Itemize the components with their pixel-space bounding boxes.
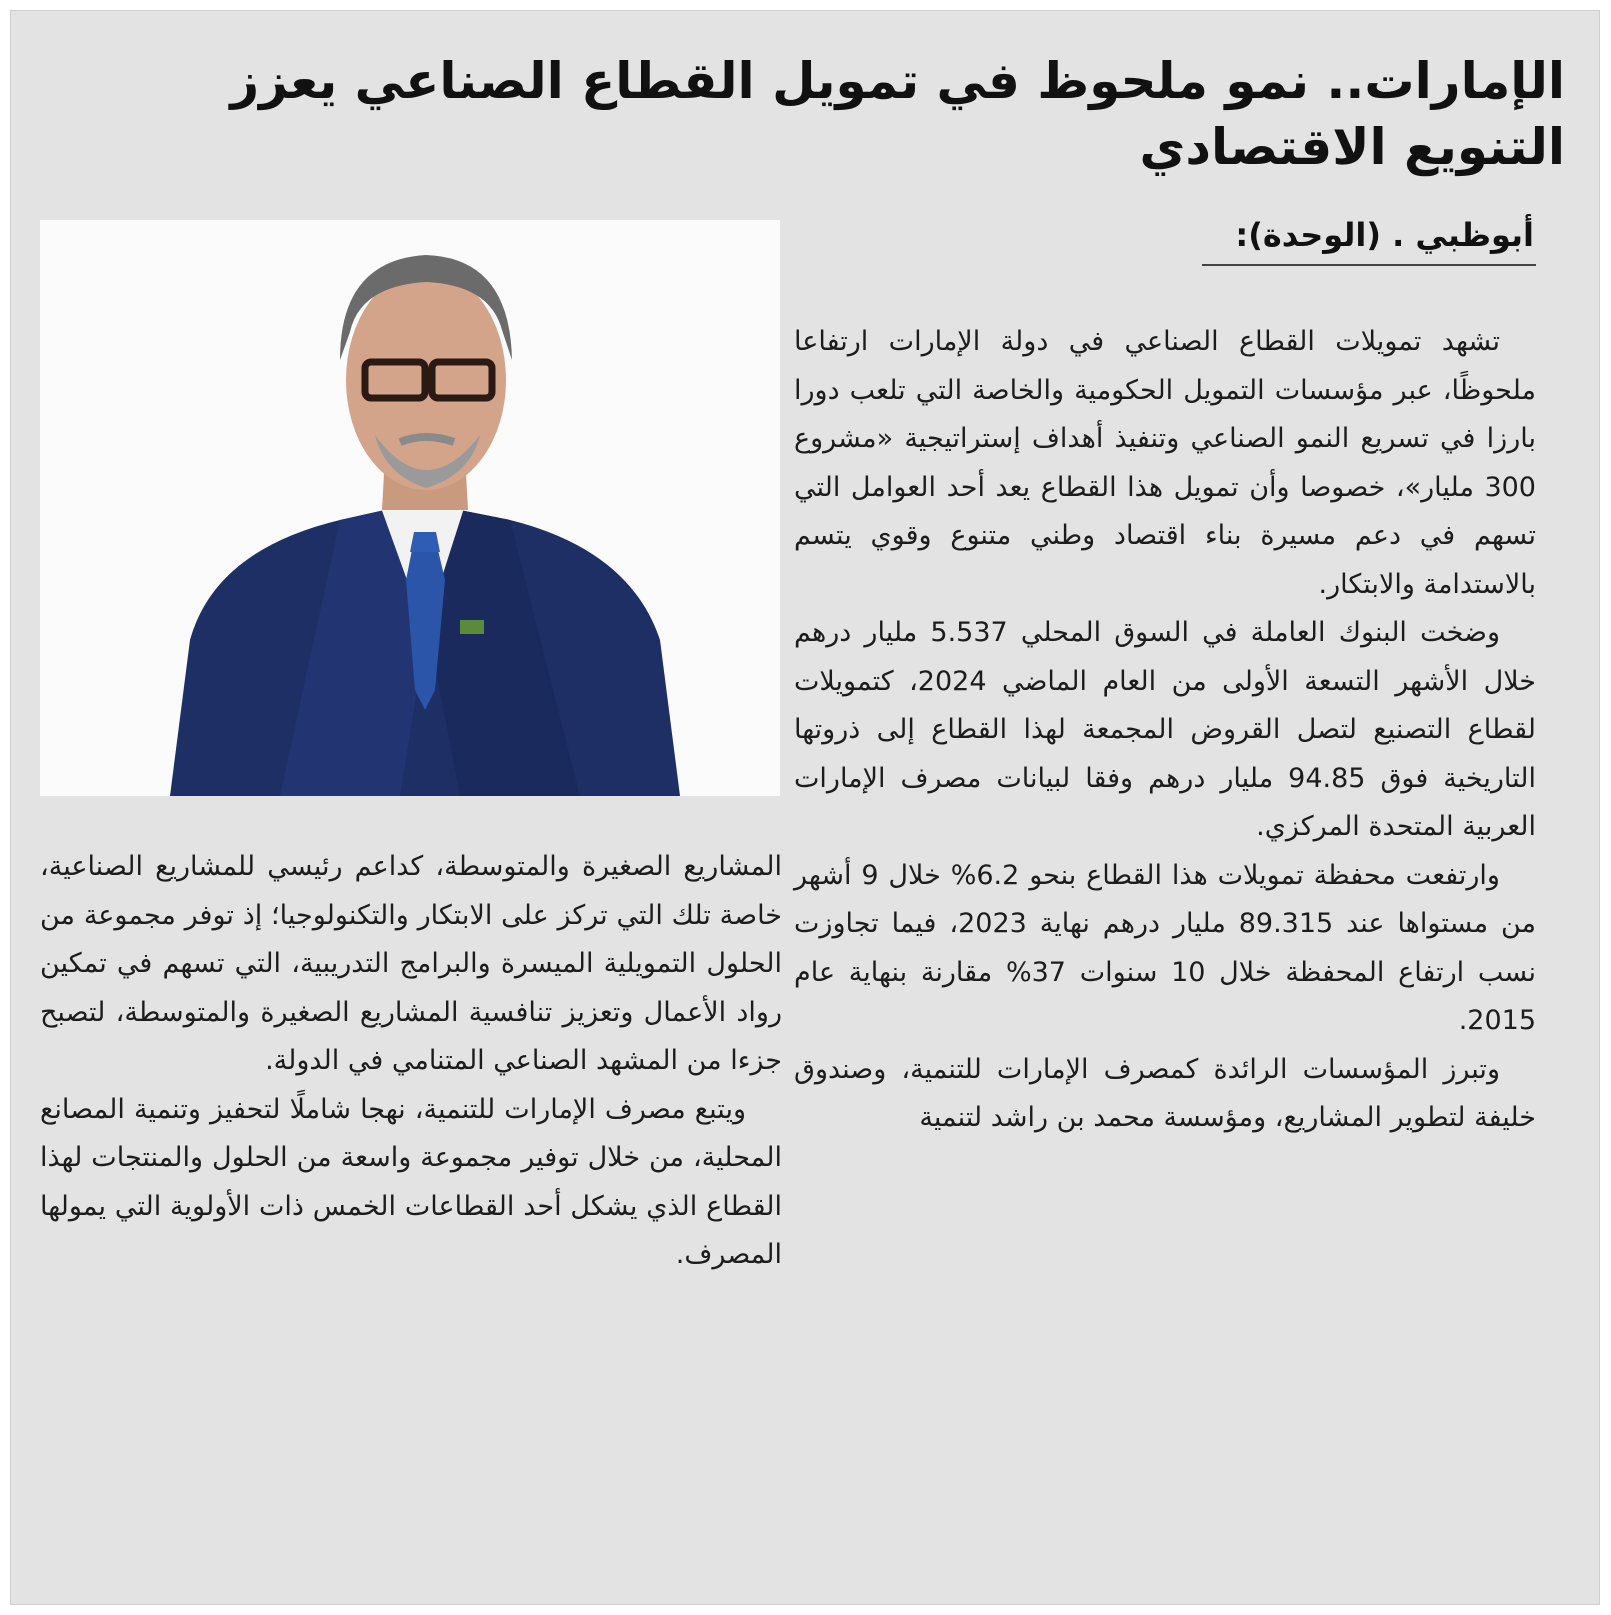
- paragraph: وضخت البنوك العاملة في السوق المحلي 5.537 مليار درهم خلال الأشهر التسعة الأولى من العام الماضي 2024، كتمويلات لقطاع التصنيع لتصل القروض المجمعة لهذا القطاع إلى ذروتها التاريخية فوق 94.85 مليار درهم وفقا لبيانات مصرف الإمارات العربية المتحدة المركزي.: [794, 617, 1536, 842]
- portrait-photo: [40, 220, 780, 796]
- article-column-right: [794, 318, 1536, 1143]
- byline: أبوظبي . (الوحدة):: [1202, 212, 1536, 266]
- article-column-left: [40, 843, 782, 1280]
- paragraph: وتبرز المؤسسات الرائدة كمصرف الإمارات للتنمية، وصندوق خليفة لتطوير المشاريع، ومؤسسة محمد بن راشد لتنمية: [794, 1053, 1536, 1133]
- paragraph: ويتبع مصرف الإمارات للتنمية، نهجا شاملًا لتحفيز وتنمية المصانع المحلية، من خلال توفير مجموعة واسعة من الحلول والمنتجات لهذا القطاع الذي يشكل أحد القطاعات الخمس ذات الأولوية التي يمولها المصرف.: [40, 1093, 782, 1270]
- paragraph: تشهد تمويلات القطاع الصناعي في دولة الإمارات ارتفاعا ملحوظًا، عبر مؤسسات التمويل الحكومية والخاصة التي تلعب دورا بارزا في تسريع النمو الصناعي وتنفيذ أهداف إستراتيجية «مشروع 300 مليار»، خصوصا وأن تمويل هذا القطاع يعد أحد العوامل التي تسهم في دعم مسيرة بناء اقتصاد وطني متنوع وقوي يتسم بالاستدامة والابتكار.: [794, 326, 1536, 600]
- headline: الإمارات.. نمو ملحوظ في تمويل القطاع الصناعي يعزز التنويع الاقتصادي: [230, 52, 1565, 176]
- paragraph: المشاريع الصغيرة والمتوسطة، كداعم رئيسي للمشاريع الصناعية، خاصة تلك التي تركز على الابتكار والتكنولوجيا؛ إذ توفر مجموعة من الحلول التمويلية الميسرة والبرامج التدريبية، التي تسهم في تمكين رواد الأعمال وتعزيز تنافسية المشاريع الصغيرة والمتوسطة، لتصبح جزءا من المشهد الصناعي المتنامي في الدولة.: [40, 851, 782, 1076]
- paragraph: وارتفعت محفظة تمويلات هذا القطاع بنحو 6.2% خلال 9 أشهر من مستواها عند 89.315 مليار درهم نهاية 2023، فيما تجاوزت نسب ارتفاع المحفظة خلال 10 سنوات 37% مقارنة بنهاية عام 2015.: [794, 859, 1536, 1036]
- portrait-illustration: [40, 220, 780, 796]
